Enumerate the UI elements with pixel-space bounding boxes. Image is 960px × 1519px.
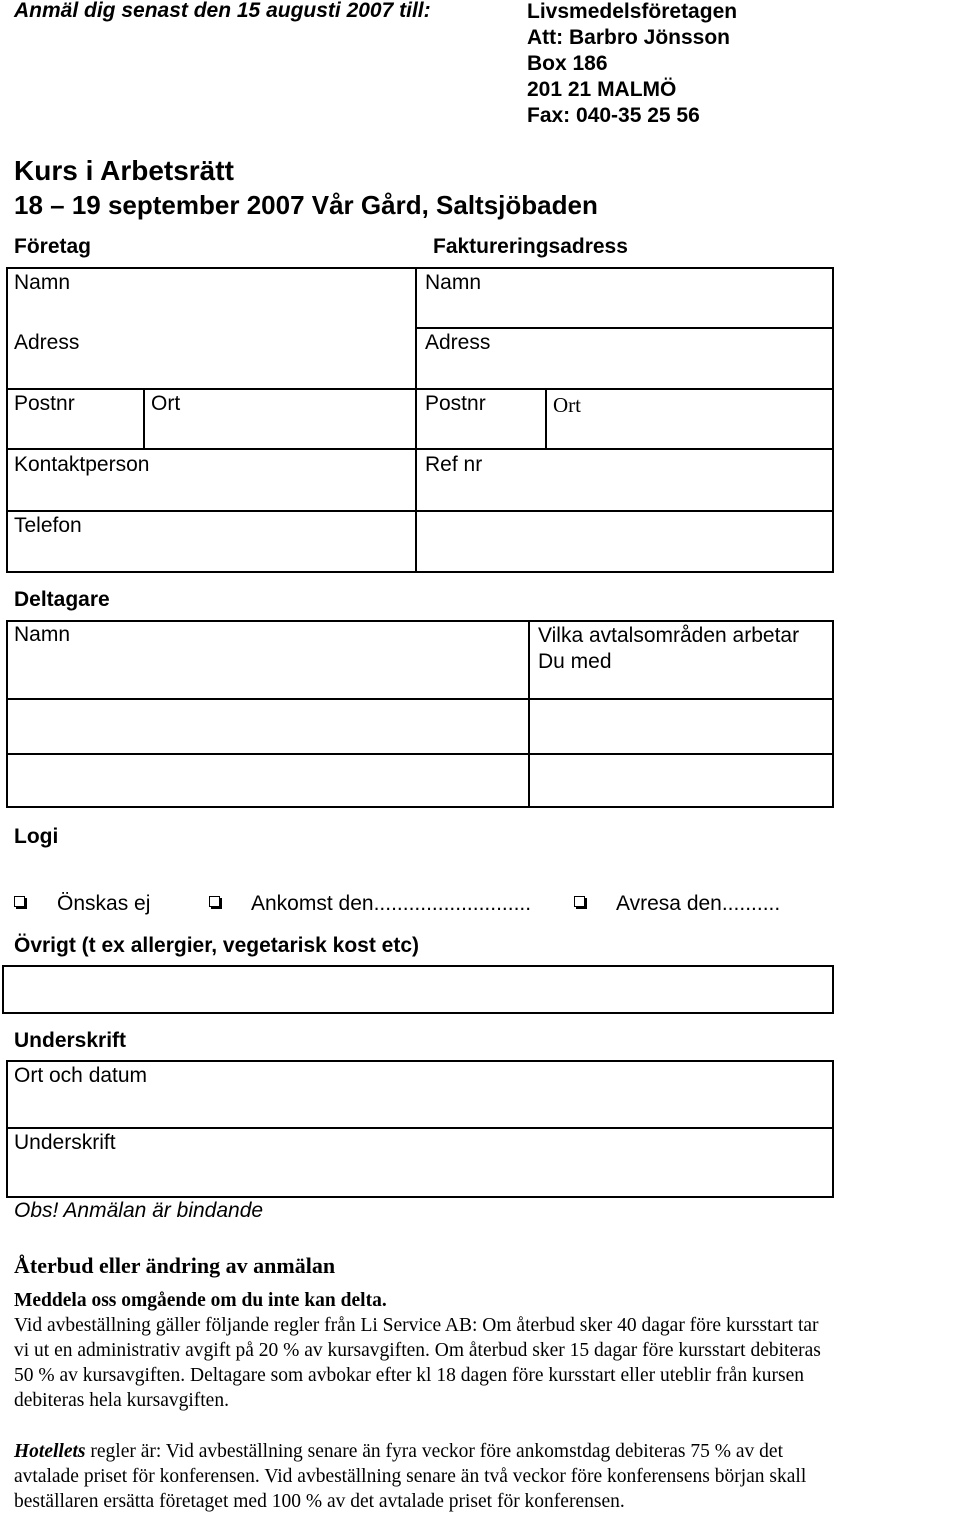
hotel-rules-line: beställaren ersätta företaget med 100 % av det avtalade priset för konferensen. <box>14 1491 625 1512</box>
signature-divider <box>6 1127 834 1129</box>
fax-line: Fax: 040-35 25 56 <box>527 104 700 127</box>
agreement-areas-line: Vilka avtalsområden arbetar <box>538 624 800 647</box>
grid-line <box>545 388 547 450</box>
checkbox-departure[interactable] <box>574 896 585 907</box>
address-line: Livsmedelsföretagen <box>527 0 738 23</box>
hotel-label: Hotellets <box>14 1441 86 1462</box>
place-date-label: Ort och datum <box>14 1064 148 1087</box>
address-line: 201 21 MALMÖ <box>527 78 677 101</box>
company-address-label: Adress <box>14 331 80 354</box>
billing-ort-label: Ort <box>553 393 581 417</box>
participants-row-line <box>6 698 834 700</box>
hotel-rules <box>14 1439 958 1514</box>
agreement-areas-label <box>538 623 799 675</box>
hotel-rules-line <box>14 1439 958 1464</box>
company-phone-label: Telefon <box>14 514 82 537</box>
company-postnr-label: Postnr <box>14 392 75 415</box>
rules-line: Vid avbeställning gäller följande regler från Li Service AB: Om återbud sker 40 dagar före kursstart tar <box>14 1315 819 1336</box>
checkbox-arrival[interactable] <box>209 896 220 907</box>
deadline-text: Anmäl dig senast den 15 augusti 2007 till: <box>14 0 431 22</box>
grid-line <box>143 388 145 450</box>
participant-name-label: Namn <box>14 623 71 646</box>
other-requirements-field[interactable] <box>2 965 834 1014</box>
signature-label: Underskrift <box>14 1131 116 1154</box>
grid-divider <box>415 267 417 573</box>
company-billing-grid <box>6 267 834 573</box>
company-contact-label: Kontaktperson <box>14 453 150 476</box>
company-name-label: Namn <box>14 271 71 294</box>
billing-address-label: Adress <box>425 331 491 354</box>
obs-text: Anmälan är bindande <box>58 1199 264 1222</box>
cancellation-instruction: Meddela oss omgående om du inte kan delta. <box>14 1290 387 1311</box>
grid-line <box>415 327 834 329</box>
signature-heading: Underskrift <box>14 1029 127 1052</box>
billing-name-label: Namn <box>425 271 482 294</box>
participants-row-line <box>6 753 834 755</box>
checkbox-no-lodging[interactable] <box>14 896 25 907</box>
other-requirements-label: Övrigt (t ex allergier, vegetarisk kost etc) <box>14 934 420 957</box>
recipient-address <box>527 0 737 129</box>
rules-line: 50 % av kursavgiften. Deltagare som avbokar efter kl 18 dagen före kursstart eller uteblir från kursen <box>14 1365 804 1386</box>
binding-notice <box>14 1199 263 1223</box>
course-subtitle: 18 – 19 september 2007 Vår Gård, Saltsjöbaden <box>14 190 598 220</box>
company-ort-label: Ort <box>151 392 181 415</box>
arrival-label: Ankomst den........................... <box>251 892 532 915</box>
company-heading: Företag <box>14 235 92 258</box>
cancellation-heading: Återbud eller ändring av anmälan <box>14 1253 336 1278</box>
grid-line <box>6 388 834 390</box>
participants-divider <box>528 620 530 808</box>
rules-line: debiteras hela kursavgiften. <box>14 1390 229 1411</box>
billing-postnr-label: Postnr <box>425 392 486 415</box>
course-title: Kurs i Arbetsrätt <box>14 155 234 186</box>
address-line: Att: Barbro Jönsson <box>527 26 731 49</box>
no-lodging-label: Önskas ej <box>57 892 151 915</box>
cancellation-rules <box>14 1288 958 1413</box>
agreement-areas-line: Du med <box>538 650 612 673</box>
hotel-rules-text: regler är: Vid avbeställning senare än fyra veckor före ankomstdag debiteras 75 % av det <box>85 1441 783 1462</box>
grid-line <box>6 510 834 512</box>
departure-label: Avresa den.......... <box>616 892 781 915</box>
billing-heading: Faktureringsadress <box>433 235 628 258</box>
obs-prefix: Obs! <box>14 1199 59 1222</box>
hotel-rules-line: avtalade priset för konferensen. Vid avbeställning senare än två veckor före konferensens början skall <box>14 1466 807 1487</box>
lodging-heading: Logi <box>14 825 59 848</box>
participants-heading: Deltagare <box>14 588 110 611</box>
billing-ref-label: Ref nr <box>425 453 483 476</box>
address-line: Box 186 <box>527 52 608 75</box>
grid-line <box>6 448 834 450</box>
rules-line: vi ut en administrativ avgift på 20 % av kursavgiften. Om återbud sker 15 dagar före kursstart debiteras <box>14 1340 821 1361</box>
